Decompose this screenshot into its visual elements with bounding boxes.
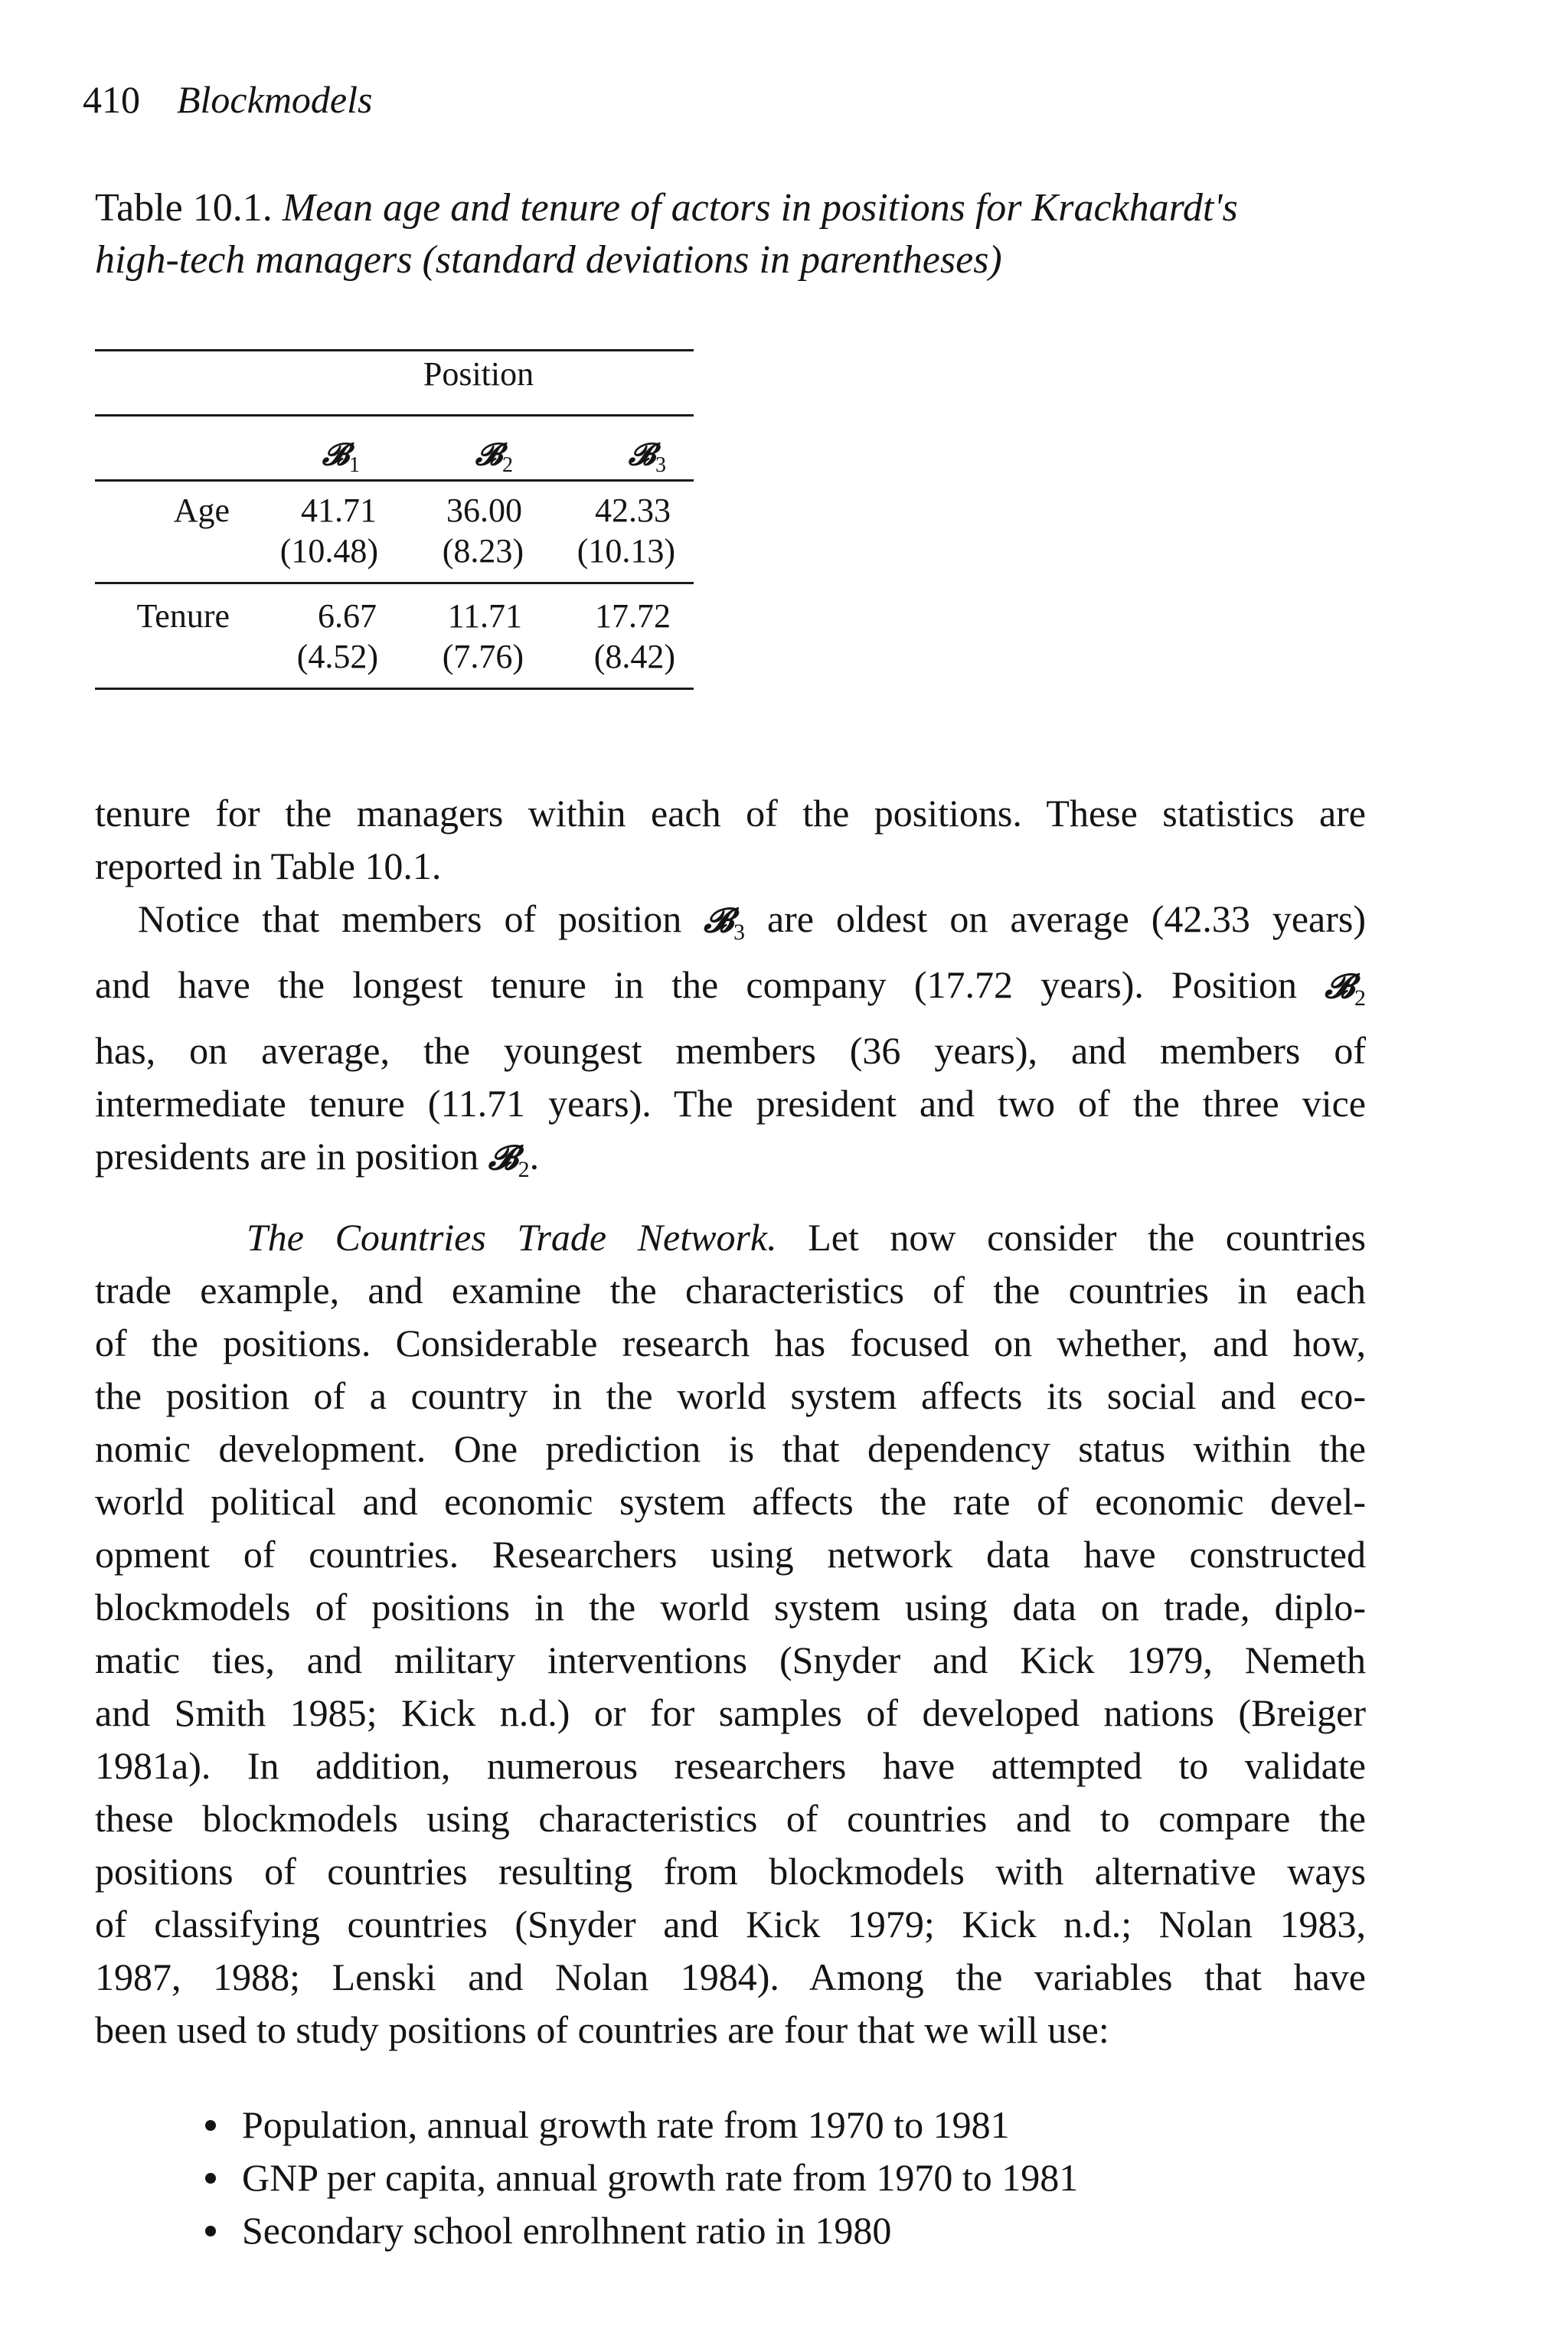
text-line: and have the longest tenure in the company (17.72 years). Position 𝓑$_2$ — [95, 962, 1366, 1011]
text-line: intermediate tenure (11.71 years). The president and two of the three vice — [95, 1081, 1366, 1125]
text-line: the position of a country in the world system affects its social and eco- — [95, 1374, 1366, 1417]
text-line: these blockmodels using characteristics of countries and to compare the — [95, 1797, 1366, 1840]
table-caption-line-2: high-tech managers (standard deviations in parentheses) — [95, 238, 1002, 282]
position-symbol: 𝓑$_2$ — [1325, 966, 1366, 1011]
column-header-b3: 𝓑$_3$ — [628, 436, 666, 477]
position-symbol: 𝓑$_2$ — [488, 1138, 530, 1182]
table-label: Table 10.1. — [95, 186, 273, 230]
text-line: Notice that members of position 𝓑$_3$ are oldest on average (42.33 years) — [138, 897, 1366, 945]
table-row-rule — [95, 582, 694, 584]
table-cell: 36.00 — [446, 492, 522, 529]
table-header-rule — [95, 479, 694, 482]
column-header-b1: 𝓑$_1$ — [322, 436, 360, 477]
table-cell: (4.52) — [296, 638, 378, 675]
text-line: tenure for the managers within each of the positions. These statistics are — [95, 792, 1366, 835]
text-line: presidents are in position 𝓑$_2$. — [95, 1134, 540, 1182]
text-line: opment of countries. Researchers using network data have constructed — [95, 1533, 1366, 1576]
table-top-rule — [95, 349, 694, 351]
paragraph-3 — [95, 1211, 1366, 2057]
table-cell: (8.42) — [593, 638, 675, 675]
text-line: reported in Table 10.1. — [95, 845, 442, 887]
table-caption — [95, 182, 1396, 286]
section-run-in-heading: The Countries Trade Network. — [247, 1216, 777, 1259]
text-line: nomic development. One prediction is that dependency status within the — [95, 1427, 1366, 1470]
text-line: matic ties, and military interventions (Snyder and Kick 1979, Nemeth — [95, 1638, 1366, 1681]
table-cell: 41.71 — [301, 492, 377, 529]
bullet-icon — [205, 2173, 216, 2184]
list-item: Population, annual growth rate from 1970 to 1981 — [201, 2099, 1078, 2151]
table-cell: 17.72 — [595, 597, 671, 635]
table-cell: (10.48) — [279, 532, 378, 570]
bullet-list — [201, 2099, 1078, 2257]
text-line: trade example, and examine the characteristics of the countries in each — [95, 1269, 1366, 1312]
text-line: of the positions. Considerable research has focused on whether, and how, — [95, 1322, 1366, 1364]
page-number: 410 — [83, 78, 140, 121]
bullet-icon — [205, 2120, 216, 2131]
table-cell: 42.33 — [595, 492, 671, 529]
text-line: positions of countries resulting from blockmodels with alternative ways — [95, 1850, 1366, 1893]
text-line: 1987, 1988; Lenski and Nolan 1984). Among the variables that have — [95, 1955, 1366, 1998]
table-cell: (7.76) — [442, 638, 524, 675]
row-label-tenure: Tenure — [136, 597, 230, 635]
running-title: Blockmodels — [177, 78, 373, 121]
table-cell: (8.23) — [442, 532, 524, 570]
text-line: and Smith 1985; Kick n.d.) or for samples of developed nations (Breiger — [95, 1691, 1366, 1734]
table-cell: 6.67 — [318, 597, 377, 635]
text-line: has, on average, the youngest members (36 years), and members of — [95, 1028, 1366, 1072]
column-header-b2: 𝓑$_2$ — [475, 436, 513, 477]
bullet-icon — [205, 2226, 216, 2236]
table-caption-line-1: Mean age and tenure of actors in positions for Krackhardt's — [282, 186, 1238, 230]
table-cell: (10.13) — [577, 532, 675, 570]
text-line: 1981a). In addition, numerous researchers have attempted to validate — [95, 1744, 1366, 1787]
text-line: world political and economic system affects the rate of economic devel- — [95, 1480, 1366, 1523]
row-label-age: Age — [173, 492, 230, 529]
table-bottom-rule — [95, 688, 694, 690]
text-line: of classifying countries (Snyder and Kick 1979; Kick n.d.; Nolan 1983, — [95, 1903, 1366, 1946]
paragraph-2 — [95, 893, 1366, 1195]
text-line: been used to study positions of countries are four that we will use: — [95, 2008, 1109, 2051]
table-spanner-rule — [95, 414, 694, 417]
list-item: GNP per capita, annual growth rate from 1970 to 1981 — [201, 2151, 1078, 2204]
paragraph-1 — [95, 787, 1366, 893]
running-head — [83, 77, 372, 123]
text-line: The Countries Trade Network. Let now consider the countries — [247, 1216, 1367, 1259]
table-spanner-heading: Position — [423, 355, 534, 393]
table-cell: 11.71 — [447, 597, 522, 635]
position-symbol: 𝓑$_3$ — [704, 901, 745, 945]
text-line: blockmodels of positions in the world system using data on trade, diplo- — [95, 1586, 1366, 1629]
list-item: Secondary school enrolhnent ratio in 1980 — [201, 2204, 1078, 2257]
